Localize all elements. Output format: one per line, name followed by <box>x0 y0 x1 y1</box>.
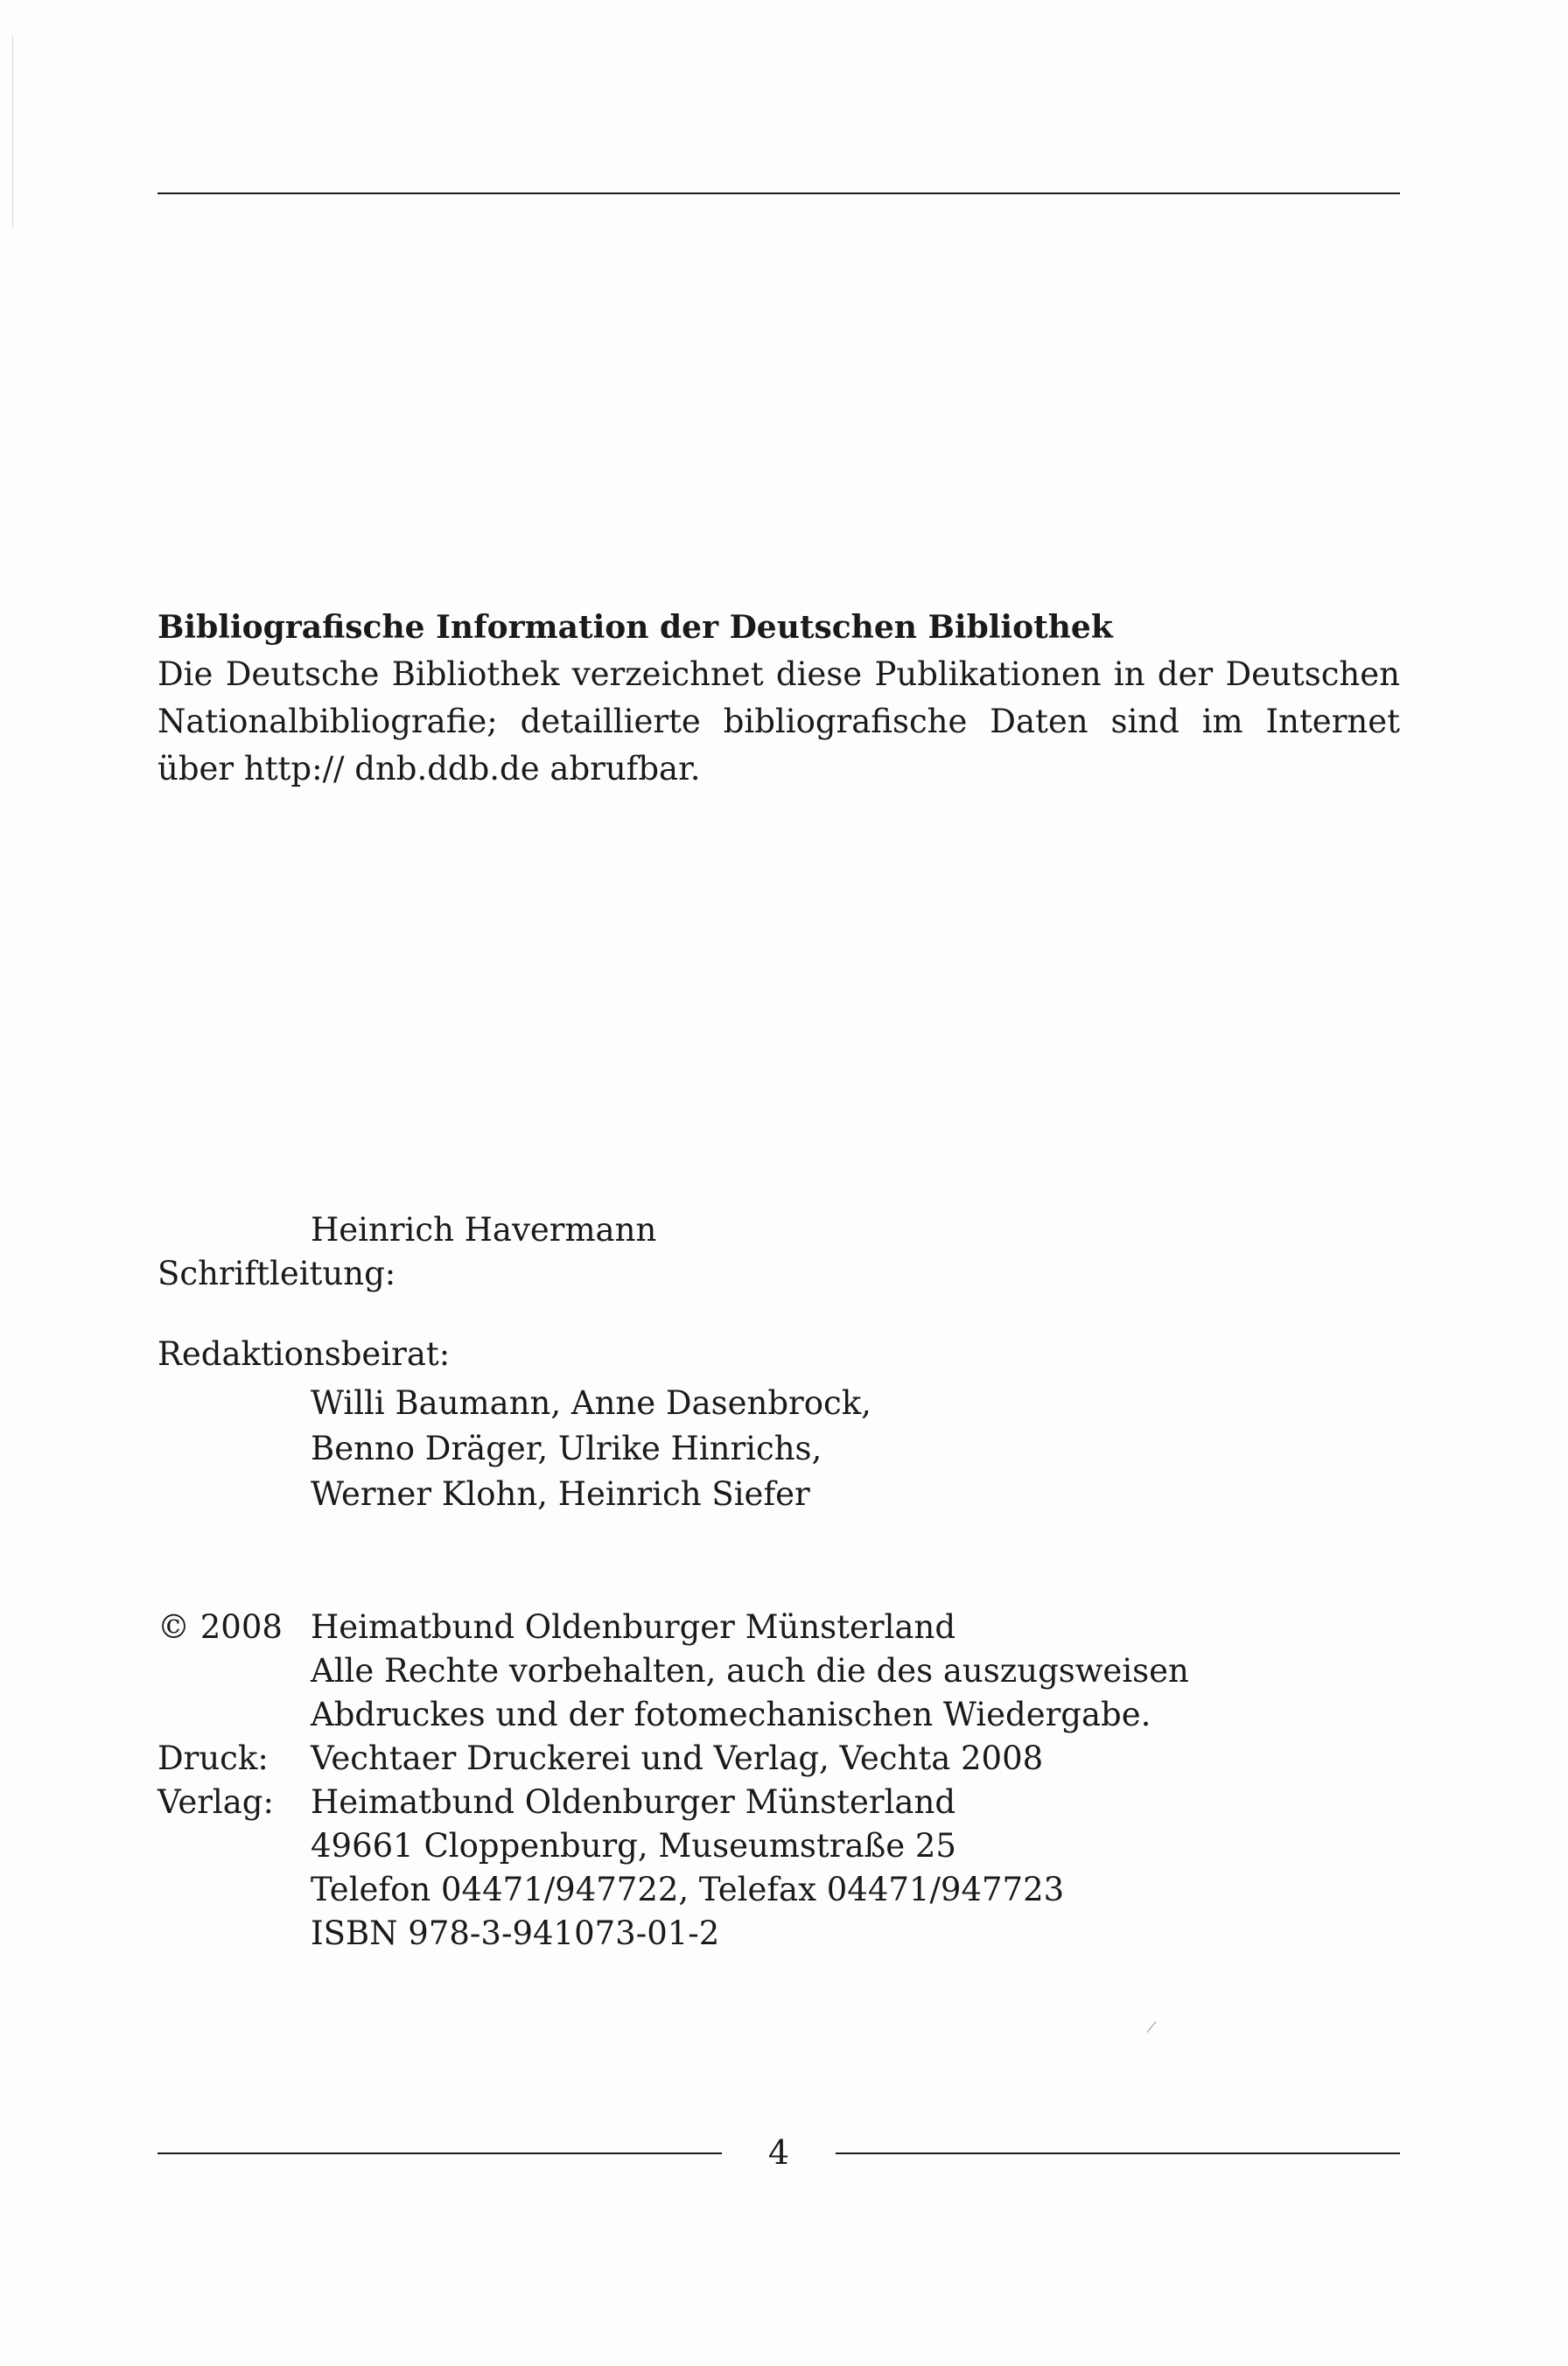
isbn-line: ISBN 978-3-941073-01-2 <box>311 1914 720 1952</box>
bibliographic-info-block <box>158 604 1400 793</box>
bibliographic-info-text: Die Deutsche Bibliothek verzeichnet diese Publikationen in der Deutschen Nationalbibliografie; detaillierte bibliografische Daten sind im Internet über http:// dnb.ddb.de abrufbar. <box>158 655 1400 788</box>
bibliographic-info-heading: Bibliografische Information der Deutschen Bibliothek <box>158 609 1113 646</box>
verlag-value <box>311 1781 1064 1956</box>
imprint-row-druck <box>158 1737 1189 1781</box>
schriftleitung-label: Schriftleitung: <box>158 1255 396 1292</box>
copyright-line: Abdruckes und der fotomechanischen Wiedergabe. <box>311 1696 1152 1733</box>
copyright-line: Heimatbund Oldenburger Münsterland <box>311 1608 956 1646</box>
redaktionsbeirat-line: Benno Dräger, Ulrike Hinrichs, <box>311 1430 822 1467</box>
verlag-line: Heimatbund Oldenburger Münsterland <box>311 1783 956 1821</box>
redaktionsbeirat-names <box>311 1381 872 1517</box>
imprint-row-verlag <box>158 1781 1189 1956</box>
redaktionsbeirat-label: Redaktionsbeirat: <box>158 1335 451 1373</box>
druck-value: Vechtaer Druckerei und Verlag, Vechta 2008 <box>311 1740 1044 1777</box>
verlag-label: Verlag: <box>158 1783 274 1821</box>
copyright-value <box>311 1606 1189 1737</box>
stray-pen-mark <box>1146 2021 1156 2033</box>
verlag-line: Telefon 04471/947722, Telefax 04471/947723 <box>311 1871 1065 1908</box>
top-rule <box>158 192 1400 194</box>
page-number: 4 <box>767 2133 790 2172</box>
druck-label: Druck: <box>158 1740 269 1777</box>
schriftleitung-name: Heinrich Havermann <box>311 1211 657 1249</box>
bottom-rule-right <box>836 2152 1400 2154</box>
imprint-row-copyright <box>158 1606 1189 1737</box>
copyright-label: © 2008 <box>158 1608 283 1646</box>
bottom-rule-left <box>158 2152 722 2154</box>
redaktionsbeirat-line: Willi Baumann, Anne Dasenbrock, <box>311 1384 872 1422</box>
imprint-block <box>158 1606 1189 1956</box>
scan-edge-line <box>12 35 13 228</box>
verlag-line: 49661 Cloppenburg, Museumstraße 25 <box>311 1827 956 1865</box>
copyright-line: Alle Rechte vorbehalten, auch die des auszugsweisen <box>311 1652 1189 1690</box>
redaktionsbeirat-line: Werner Klohn, Heinrich Siefer <box>311 1475 810 1513</box>
